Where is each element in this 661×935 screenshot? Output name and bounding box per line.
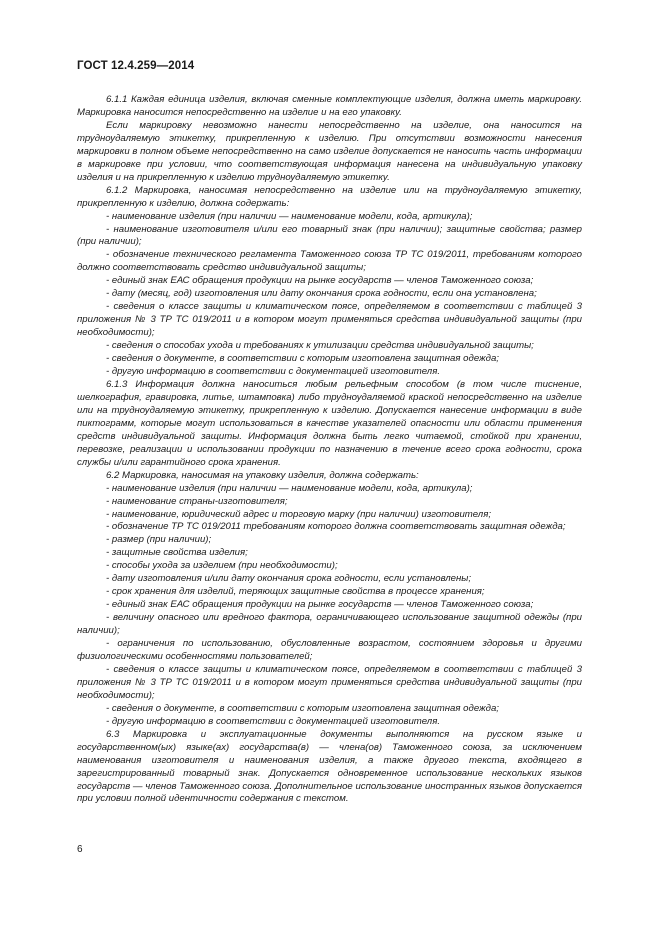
list-item: - наименование, юридический адрес и торговую марку (при наличии) изготовителя; — [106, 508, 492, 520]
list-item: - единый знак ЕАС обращения продукции на рынке государств — членов Таможенного союза; — [106, 275, 534, 287]
list-item: - другую информацию в соответствии с документацией изготовителя. — [106, 366, 440, 378]
paragraph-6-1-1: 6.1.1 Каждая единица изделия, включая сменные комплектующие изделия, должна иметь маркировку. Маркировка наносится непосредственно на изделие и на его упаковку. — [77, 94, 582, 118]
document-header: ГОСТ 12.4.259—2014 — [77, 60, 195, 72]
list-item: - наименование изделия (при наличии — наименование модели, кода, артикула); — [106, 210, 473, 222]
list-item: - дату (месяц, год) изготовления или дату окончания срока годности, если она установлена; — [106, 288, 537, 300]
paragraph-6-2: 6.2 Маркировка, наносимая на упаковку изделия, должна содержать: — [106, 469, 419, 481]
list-item: - другую информацию в соответствии с документацией изготовителя. — [106, 715, 440, 727]
list-item: - способы ухода за изделием (при необходимости); — [106, 560, 338, 572]
list-item: - наименование изготовителя и/или его товарный знак (при наличии); защитные свойства; размер (при наличии); — [77, 223, 582, 248]
list-item: - защитные свойства изделия; — [106, 547, 248, 559]
paragraph-6-1-3: 6.1.3 Информация должна наноситься любым рельефным способом (в том числе тиснение, шелкография, гравировка, литье, штамповка) либо трудноудаляемой краской непосредственно на изделие или на трудноудаляемую этикетку, прикрепленную к изделию. Допускается нанесение информации в виде пиктограмм, которые могут использоваться в качестве указателей опасности или области применения средств индивидуальной защиты. Информация должна быть легко читаемой, стойкой при хранении, перевозке, реализации и использовании продукции по назначению в течение всего срока годности, срока службы и/или гарантийного срока хранения. — [77, 378, 582, 468]
list-item: - сведения о классе защиты и климатическом поясе, определяемом в соответствии с таблицей 3 приложения № 3 ТР ТС 019/2011 и в котором могут применяться средства индивидуальной защиты (при необходимости); — [77, 301, 582, 339]
list-item: - обозначение технического регламента Таможенного союза ТР ТС 019/2011, требованиям которого должно соответствовать средство индивидуальной защиты; — [77, 249, 582, 274]
list-item: - сведения о документе, в соответствии с которым изготовлена защитная одежда; — [106, 702, 499, 714]
list-item: - наименование изделия (при наличии — наименование модели, кода, артикула); — [106, 482, 473, 494]
list-item: - наименование страны-изготовителя; — [106, 495, 288, 507]
list-item: - размер (при наличии); — [106, 534, 212, 546]
list-item: - ограничения по использованию, обусловленные возрастом, состоянием здоровья и другими физиологическими особенностями пользователей; — [77, 638, 582, 662]
list-item: - сведения о документе, в соответствии с которым изготовлена защитная одежда; — [106, 353, 499, 365]
document-body — [77, 94, 582, 806]
list-item: - сведения о классе защиты и климатическом поясе, определяемом в соответствии с таблицей 3 приложения № 3 ТР ТС 019/2011 и в котором могут применяться средства индивидуальной защиты (при необходимости); — [77, 663, 582, 701]
paragraph: Если маркировку невозможно нанести непосредственно на изделие, она наносится на трудноудаляемую этикетку, прикрепленную к изделию. При отсутствии возможности нанесения маркировки в полном объеме непосредственно на само изделие допускается не наносить часть информации в маркировке при условии, что соответствующая информация нанесена на индивидуальную упаковку изделия и на прикрепленную к изделию трудноудаляемую этикетку. — [77, 119, 582, 183]
list-item: 6.3 Маркировка и эксплуатационные документы выполняются на русском языке и государственном(ых) языке(ах) государства(в) — члена(ов) Таможенного союза, за исключением наименования изготовителя и наименования изделия, а также другого текста, входящего в зарегистрированный товарный знак. Допускается одновременное использование нескольких языков государств — членов Таможенного союза. Дополнительное использование иностранных языков допускается при условии полной идентичности содержания с текстом. — [77, 728, 582, 805]
list-item: - дату изготовления и/или дату окончания срока годности, если установлены; — [106, 573, 472, 585]
list-item: - обозначение ТР ТС 019/2011 требованиям которого должна соответствовать защитная одежда; — [106, 521, 566, 533]
list-item: - срок хранения для изделий, теряющих защитные свойства в процессе хранения; — [106, 586, 485, 598]
list-item: - величину опасного или вредного фактора, ограничивающего использование защитной одежды (при наличии); — [77, 612, 582, 637]
page-number: 6 — [77, 844, 83, 855]
list-item: - единый знак ЕАС обращения продукции на рынке государств — членов Таможенного союза; — [106, 599, 534, 611]
list-item: - сведения о способах ухода и требованиях к утилизации средства индивидуальной защиты; — [106, 340, 534, 352]
paragraph-6-1-2: 6.1.2 Маркировка, наносимая непосредственно на изделие или на трудноудаляемую этикетку, прикрепленную к изделию, должна содержать: — [77, 184, 582, 209]
